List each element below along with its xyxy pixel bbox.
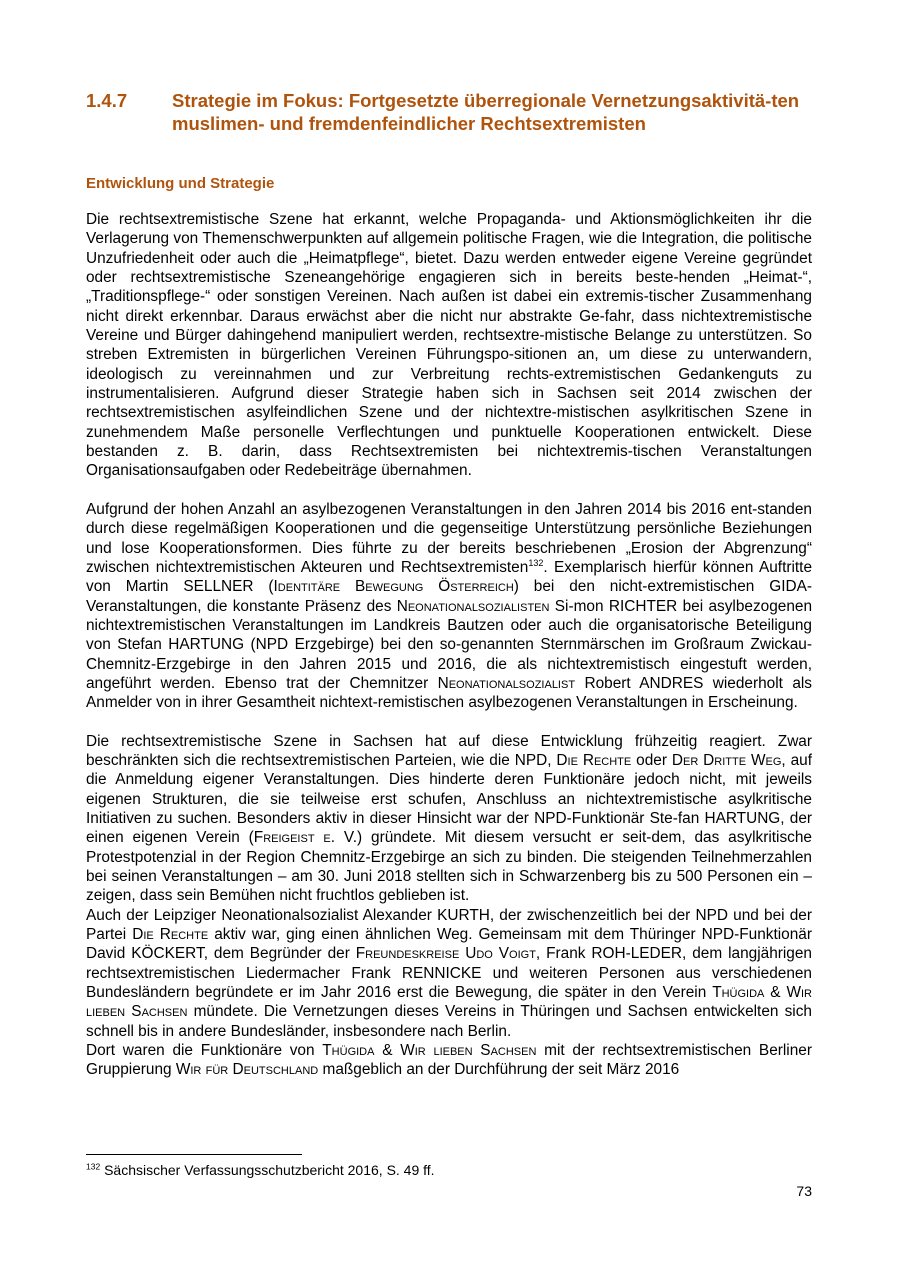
- paragraph-4: [86, 906, 812, 1041]
- org-name: Identitäre Bewegung Österreich: [273, 578, 514, 596]
- text-run: . Exemplarisch hierfür können Auftritte von Martin SELLNER (: [86, 558, 812, 596]
- section-heading: [86, 89, 812, 135]
- text-run: mit der rechtsextremistischen Berliner Gruppierung: [86, 1042, 812, 1079]
- footnote-text: Sächsischer Verfassungsschutzbericht 2016, S. 49 ff.: [100, 1162, 435, 1178]
- text-run: mündete. Die Vernetzungen dieses Vereins in Thüringen und Sachsen entwickelten sich schnell bis in andere Bundesländer, insbesondere nach Berlin.: [86, 1003, 812, 1040]
- text-run: Si-mon RICHTER bei asylbezogenen nichtextremistischen Veranstaltungen im Landkreis Bautzen oder auch die organisatorische Beteiligung von Stefan HARTUNG (NPD Erzgebirge) bei den so-genannten Sternmärschen im Großraum Zwickau-Chemnitz-Erzgebirge in den Jahren 2015 und 2016, die als nichtextremistisch eingestuft werden, angeführt werden. Ebenso trat der Chemnitzer: [86, 597, 813, 692]
- org-name: Freundeskreise Udo Voigt: [355, 945, 536, 963]
- org-name: Der Dritte Weg: [671, 751, 782, 769]
- text-run: ) gründete. Mit diesem versucht er seit-dem, das asylkritische Protestpotenzial in der Region Chemnitz-Erzgebirge an sich zu binden. Die steigenden Teilnehmerzahlen bei seinen Veranstaltungen – am 30. Juni 2018 stellten sich in Schwarzenberg bis zu 500 Personen ein – zeigen, dass sein Bemühen nicht fruchtlos geblieben ist.: [86, 829, 812, 905]
- text-run: oder: [631, 751, 672, 769]
- text-run: Aufgrund der hohen Anzahl an asylbezogenen Veranstaltungen in den Jahren 2014 bis 2016 ent-standen durch diese regelmäßigen Kooperationen und die gegenseitige Unterstützung persönliche Beziehungen und lose Kooperationsformen. Dies führte zu der bereits beschriebenen „Erosion der Abgrenzung“ zwischen nichtextremistischen Akteuren und Rechtsextremisten: [86, 500, 812, 576]
- paragraph-5: [86, 1041, 812, 1080]
- org-name: Freigeist e. V.: [253, 829, 358, 847]
- org-name: Neonationalsozialist: [437, 674, 576, 692]
- text-run: Dort waren die Funktionäre von: [86, 1042, 323, 1060]
- text-run: maßgeblich an der Durchführung der seit März 2016: [318, 1061, 680, 1079]
- footnote-divider: [86, 1154, 302, 1155]
- org-name: Die Rechte: [556, 751, 632, 769]
- paragraph-2: [86, 500, 812, 713]
- footnote-number: 132: [86, 1161, 101, 1172]
- page-number: 73: [796, 1183, 812, 1199]
- text-run: Robert ANDRES wiederholt als Anmelder von in ihrer Gesamtheit nichtext-remistischen asylbezogenen Veranstaltungen in Erscheinung.: [86, 674, 812, 712]
- text-run: ) bei den nicht-extremistischen GIDA-Veranstaltungen, die konstante Präsenz des: [86, 578, 812, 615]
- org-name: Thügida & Wir lieben Sachsen: [322, 1042, 537, 1060]
- text-run: Die rechtsextremistische Szene in Sachsen hat auf diese Entwicklung frühzeitig reagiert. Zwar beschränkten sich die rechtsextremistischen Parteien, wie die NPD,: [86, 732, 812, 769]
- paragraph-3: [86, 732, 812, 906]
- text-run: , Frank ROH-LEDER, dem langjährigen rechtsextremistischen Liedermacher Frank RENNICKE und weiteren Personen aus verschiedenen Bundesländern begründete er im Jahr 2016 erst die Bewegung, die später in den Verein: [86, 945, 812, 1002]
- org-name: Neonationalsozialisten: [396, 597, 550, 615]
- text-run: Auch der Leipziger Neonationalsozialist Alexander KURTH, der zwischenzeitlich bei der NPD und bei der Partei: [86, 906, 812, 944]
- paragraph-1: Die rechtsextremistische Szene hat erkannt, welche Propaganda- und Aktionsmöglichkeiten ihr die Verlagerung von Themenschwerpunkten auf allgemein politische Fragen, wie die Integration, die politische Unzufriedenheit oder auch die „Heimatpflege“, bietet. Dazu werden entweder eigene Vereine gegründet oder rechtsextremistische Szeneangehörige engagieren sich in bereits beste-henden „Heimat-“, „Traditionspflege-“ oder sonstigen Vereinen. Nach außen ist dabei ein extremis-tischer Zusammenhang nicht direkt erkennbar. Daraus erwächst aber die nicht nur abstrakte Ge-fahr, dass nichtextremistische Vereine und Bürger dahingehend manipuliert werden, rechtsextre-mistische Belange zu unterstützen. So streben Extremisten in bürgerlichen Vereinen Führungspo-sitionen an, um diese zu unterwandern, ideologisch zu vereinnahmen und zur Verbreitung rechts-extremistischen Gedankenguts zu instrumentalisieren. Aufgrund dieser Strategie haben sich in Sachsen seit 2014 zwischen der rechtsextremistischen asylfeindlichen Szene und der nichtextre-mistischen asylkritischen Szene in zunehmendem Maße personelle Verflechtungen und punktuelle Kooperationen entwickelt. Diese bestanden z. B. darin, dass Rechtsextremisten bei nichtextremis-tischen Veranstaltungen Organisationsaufgaben oder Redebeiträge übernahmen.: [86, 211, 812, 480]
- subheading: Entwicklung und Strategie: [86, 175, 275, 192]
- text-run: aktiv war, ging einen ähnlichen Weg. Gemeinsam mit dem Thüringer NPD-Funktionär David KÖCKERT, dem Begründer der: [86, 926, 812, 963]
- org-name: Die Rechte: [132, 926, 209, 944]
- footnote: [86, 1161, 435, 1179]
- footnote-ref: 132: [528, 557, 544, 568]
- text-run: , auf die Anmeldung eigener Veranstaltungen. Dies hinderte deren Funktionäre jedoch nicht, mit jeweils eigenen Strukturen, die sie teilweise erst schufen, Anschluss an nichtextremistische asylkritische Initiativen zu suchen. Besonders aktiv in dieser Hinsicht war der NPD-Funktionär Ste-fan HARTUNG, der einen eigenen Verein (: [86, 751, 812, 847]
- org-name: Wir für Deutschland: [175, 1061, 319, 1079]
- section-title: Strategie im Fokus: Fortgesetzte überregionale Vernetzungsaktivitä-ten muslimen- und fremdenfeindlicher Rechtsextremisten: [172, 90, 800, 134]
- section-number: 1.4.7: [86, 90, 128, 111]
- org-name: Thügida & Wir lieben Sachsen: [86, 984, 812, 1021]
- body-text: [86, 210, 812, 1080]
